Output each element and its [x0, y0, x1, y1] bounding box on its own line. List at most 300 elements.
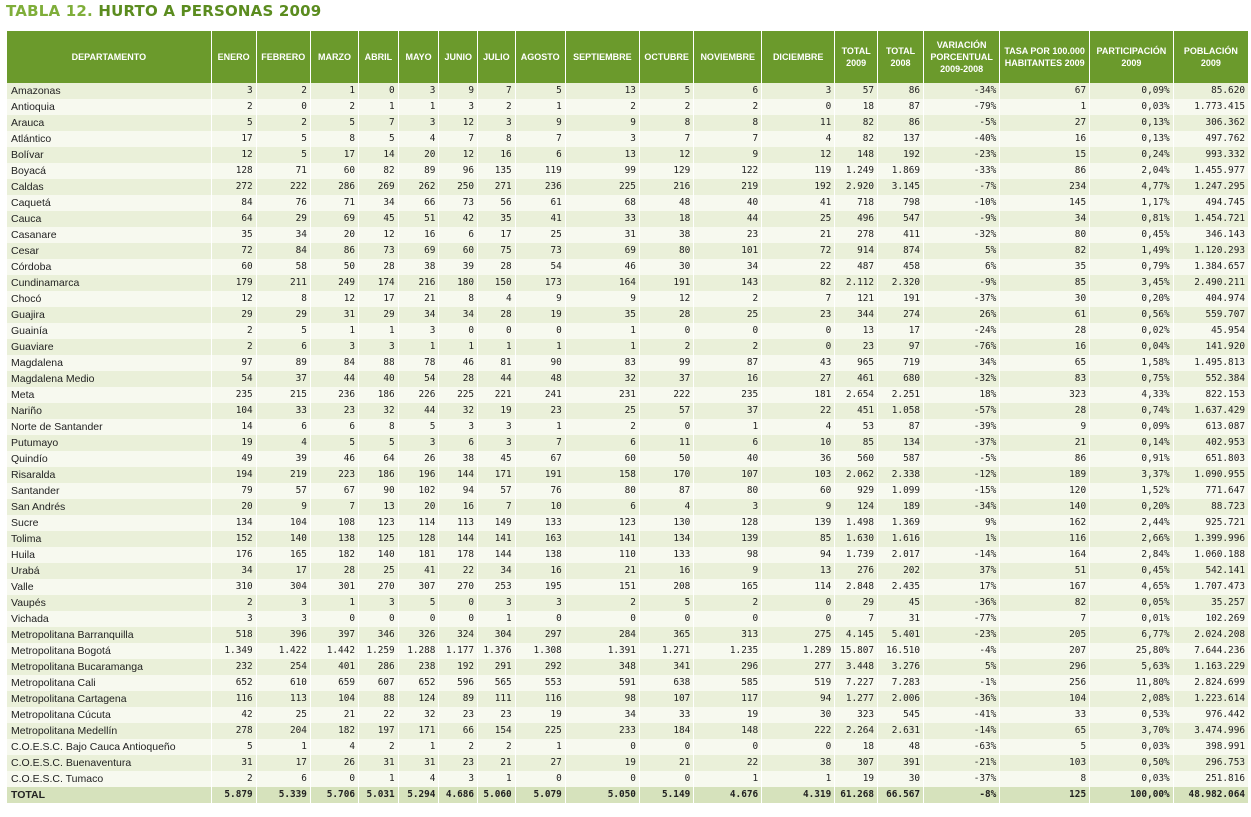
value-cell: 4	[256, 435, 310, 451]
value-cell: 487	[835, 259, 878, 275]
value-cell: 5.401	[878, 627, 924, 643]
value-cell: 1	[515, 99, 565, 115]
value-cell: 17	[310, 147, 358, 163]
value-cell: 3,70%	[1090, 723, 1174, 739]
value-cell: 134	[639, 531, 693, 547]
value-cell: 607	[359, 675, 399, 691]
value-cell: 13	[835, 323, 878, 339]
value-cell: 21	[565, 563, 639, 579]
value-cell: 45	[359, 211, 399, 227]
table-row	[7, 691, 1249, 707]
value-cell: 17	[256, 755, 310, 771]
column-header	[1000, 31, 1090, 83]
value-cell: 34	[256, 227, 310, 243]
column-header	[878, 31, 924, 83]
column-header-line: MAYO	[405, 52, 432, 62]
value-cell: 14	[359, 147, 399, 163]
value-cell: 5	[310, 435, 358, 451]
value-cell: 6	[515, 147, 565, 163]
value-cell: 29	[359, 307, 399, 323]
value-cell: 82	[359, 163, 399, 179]
value-cell: 1	[694, 771, 762, 787]
department-cell: Bolívar	[7, 147, 212, 163]
table-row	[7, 227, 1249, 243]
value-cell: 2.631	[878, 723, 924, 739]
value-cell: 0,53%	[1090, 707, 1174, 723]
value-cell: 35	[478, 211, 516, 227]
value-cell: 134	[211, 515, 256, 531]
value-cell: 993.332	[1173, 147, 1248, 163]
value-cell: 19	[515, 707, 565, 723]
value-cell: 275	[762, 627, 835, 643]
value-cell: 1	[478, 611, 516, 627]
value-cell: 2	[211, 339, 256, 355]
value-cell: 102.269	[1173, 611, 1248, 627]
value-cell: 11	[639, 435, 693, 451]
value-cell: 96	[439, 163, 478, 179]
table-row	[7, 243, 1249, 259]
department-cell: Caldas	[7, 179, 212, 195]
value-cell: 103	[762, 467, 835, 483]
value-cell: 194	[211, 467, 256, 483]
value-cell: 12	[439, 115, 478, 131]
value-cell: 296	[1000, 659, 1090, 675]
table-row	[7, 195, 1249, 211]
column-header-line: JULIO	[483, 52, 510, 62]
value-cell: 58	[256, 259, 310, 275]
value-cell: -24%	[924, 323, 1000, 339]
value-cell: 19	[515, 307, 565, 323]
value-cell: 20	[398, 147, 439, 163]
value-cell: 1.869	[878, 163, 924, 179]
value-cell: 7	[835, 611, 878, 627]
value-cell: 6	[694, 83, 762, 99]
value-cell: 1.288	[398, 643, 439, 659]
value-cell: 222	[762, 723, 835, 739]
value-cell: 238	[398, 659, 439, 675]
value-cell: 31	[878, 611, 924, 627]
value-cell: 7	[1000, 611, 1090, 627]
value-cell: 4.676	[694, 787, 762, 803]
column-header	[565, 31, 639, 83]
value-cell: 9	[565, 115, 639, 131]
value-cell: 0	[762, 323, 835, 339]
value-cell: 3.276	[878, 659, 924, 675]
value-cell: 7	[515, 435, 565, 451]
column-header-line: SEPTIEMBRE	[573, 52, 632, 62]
value-cell: 9	[762, 499, 835, 515]
value-cell: 211	[256, 275, 310, 291]
value-cell: 2	[439, 739, 478, 755]
value-cell: 31	[398, 755, 439, 771]
value-cell: 348	[565, 659, 639, 675]
value-cell: 1.773.415	[1173, 99, 1248, 115]
value-cell: 1.739	[835, 547, 878, 563]
value-cell: 133	[639, 547, 693, 563]
value-cell: 559.707	[1173, 307, 1248, 323]
value-cell: -14%	[924, 723, 1000, 739]
value-cell: 154	[478, 723, 516, 739]
value-cell: 11,80%	[1090, 675, 1174, 691]
value-cell: 30	[639, 259, 693, 275]
value-cell: 0	[639, 323, 693, 339]
value-cell: 40	[694, 195, 762, 211]
value-cell: 48	[639, 195, 693, 211]
value-cell: 129	[639, 163, 693, 179]
value-cell: 29	[256, 307, 310, 323]
value-cell: 104	[310, 691, 358, 707]
value-cell: 99	[565, 163, 639, 179]
value-cell: 144	[478, 547, 516, 563]
value-cell: 20	[310, 227, 358, 243]
value-cell: 5	[256, 131, 310, 147]
value-cell: 27	[1000, 115, 1090, 131]
value-cell: 262	[398, 179, 439, 195]
value-cell: 28	[310, 563, 358, 579]
value-cell: 1	[515, 419, 565, 435]
value-cell: -77%	[924, 611, 1000, 627]
value-cell: 97	[211, 355, 256, 371]
value-cell: 0	[515, 323, 565, 339]
value-cell: 5	[1000, 739, 1090, 755]
value-cell: 2	[565, 595, 639, 611]
column-header-line: JUNIO	[444, 52, 472, 62]
value-cell: -8%	[924, 787, 1000, 803]
value-cell: 3	[478, 435, 516, 451]
value-cell: 81	[478, 355, 516, 371]
value-cell: 3.474.996	[1173, 723, 1248, 739]
value-cell: 542.141	[1173, 563, 1248, 579]
value-cell: -10%	[924, 195, 1000, 211]
value-cell: 0	[762, 611, 835, 627]
value-cell: 291	[478, 659, 516, 675]
value-cell: 37	[256, 371, 310, 387]
table-row	[7, 291, 1249, 307]
value-cell: 0,20%	[1090, 291, 1174, 307]
value-cell: 135	[478, 163, 516, 179]
department-cell: Metropolitana Medellín	[7, 723, 212, 739]
table-row	[7, 563, 1249, 579]
value-cell: 5	[211, 739, 256, 755]
department-cell: Metropolitana Barranquilla	[7, 627, 212, 643]
value-cell: 41	[398, 563, 439, 579]
department-cell: Chocó	[7, 291, 212, 307]
value-cell: 253	[478, 579, 516, 595]
value-cell: 0	[694, 739, 762, 755]
value-cell: 186	[359, 387, 399, 403]
column-header-line: DEPARTAMENTO	[71, 52, 147, 62]
column-header	[694, 31, 762, 83]
value-cell: 222	[639, 387, 693, 403]
value-cell: 9	[565, 291, 639, 307]
value-cell: 80	[639, 243, 693, 259]
value-cell: 145	[1000, 195, 1090, 211]
value-cell: 1.223.614	[1173, 691, 1248, 707]
value-cell: 165	[694, 579, 762, 595]
value-cell: 8	[310, 131, 358, 147]
value-cell: 130	[639, 515, 693, 531]
value-cell: 120	[1000, 483, 1090, 499]
value-cell: 1.442	[310, 643, 358, 659]
value-cell: 163	[515, 531, 565, 547]
value-cell: -63%	[924, 739, 1000, 755]
value-cell: 143	[694, 275, 762, 291]
table-row	[7, 723, 1249, 739]
value-cell: 5.879	[211, 787, 256, 803]
department-cell: Metropolitana Cartagena	[7, 691, 212, 707]
value-cell: 545	[878, 707, 924, 723]
table-row	[7, 355, 1249, 371]
value-cell: 1.495.813	[1173, 355, 1248, 371]
value-cell: 148	[835, 147, 878, 163]
column-header-line: 2009	[1121, 58, 1142, 68]
table-row	[7, 579, 1249, 595]
department-cell: Valle	[7, 579, 212, 595]
value-cell: 553	[515, 675, 565, 691]
table-row	[7, 211, 1249, 227]
value-cell: 7.283	[878, 675, 924, 691]
value-cell: 78	[398, 355, 439, 371]
table-row	[7, 163, 1249, 179]
value-cell: 323	[835, 707, 878, 723]
value-cell: 1	[694, 419, 762, 435]
value-cell: 44	[478, 371, 516, 387]
value-cell: 2.264	[835, 723, 878, 739]
value-cell: 31	[310, 307, 358, 323]
value-cell: 34%	[924, 355, 1000, 371]
value-cell: 1	[439, 339, 478, 355]
value-cell: 216	[398, 275, 439, 291]
value-cell: 45	[478, 451, 516, 467]
value-cell: 162	[1000, 515, 1090, 531]
value-cell: 8	[256, 291, 310, 307]
value-cell: 8	[478, 131, 516, 147]
value-cell: 587	[878, 451, 924, 467]
table-row	[7, 83, 1249, 99]
value-cell: 0,03%	[1090, 739, 1174, 755]
value-cell: 0	[762, 595, 835, 611]
value-cell: 57	[835, 83, 878, 99]
value-cell: 2.824.699	[1173, 675, 1248, 691]
value-cell: 60	[310, 163, 358, 179]
value-cell: 48.982.064	[1173, 787, 1248, 803]
value-cell: 398.991	[1173, 739, 1248, 755]
value-cell: 0,91%	[1090, 451, 1174, 467]
value-cell: 71	[310, 195, 358, 211]
value-cell: 35.257	[1173, 595, 1248, 611]
value-cell: 451	[835, 403, 878, 419]
value-cell: 5.050	[565, 787, 639, 803]
value-cell: 32	[398, 707, 439, 723]
value-cell: 236	[515, 179, 565, 195]
table-row	[7, 643, 1249, 659]
department-cell: Casanare	[7, 227, 212, 243]
value-cell: 284	[565, 627, 639, 643]
value-cell: 79	[211, 483, 256, 499]
value-cell: 195	[515, 579, 565, 595]
value-cell: 1.454.721	[1173, 211, 1248, 227]
value-cell: 108	[310, 515, 358, 531]
column-header-line: TOTAL	[841, 46, 871, 56]
value-cell: 4,77%	[1090, 179, 1174, 195]
column-header	[1090, 31, 1174, 83]
value-cell: 73	[439, 195, 478, 211]
value-cell: 1	[359, 99, 399, 115]
value-cell: 84	[211, 195, 256, 211]
value-cell: 0,04%	[1090, 339, 1174, 355]
value-cell: 3,45%	[1090, 275, 1174, 291]
value-cell: 3	[359, 595, 399, 611]
value-cell: 0,20%	[1090, 499, 1174, 515]
value-cell: 30	[1000, 291, 1090, 307]
value-cell: 51	[398, 211, 439, 227]
value-cell: 133	[515, 515, 565, 531]
department-cell: Meta	[7, 387, 212, 403]
value-cell: 82	[835, 131, 878, 147]
value-cell: 396	[256, 627, 310, 643]
value-cell: 12	[762, 147, 835, 163]
table-row	[7, 531, 1249, 547]
value-cell: 16.510	[878, 643, 924, 659]
value-cell: 13	[565, 83, 639, 99]
value-cell: 5.294	[398, 787, 439, 803]
value-cell: 144	[439, 531, 478, 547]
value-cell: 231	[565, 387, 639, 403]
value-cell: 21	[639, 755, 693, 771]
department-cell: C.O.E.S.C. Buenaventura	[7, 755, 212, 771]
value-cell: 458	[878, 259, 924, 275]
value-cell: 42	[211, 707, 256, 723]
value-cell: 23	[478, 707, 516, 723]
value-cell: 50	[310, 259, 358, 275]
value-cell: 2	[639, 99, 693, 115]
column-header-line: NOVIEMBRE	[700, 52, 755, 62]
value-cell: 1	[310, 595, 358, 611]
value-cell: 30	[762, 707, 835, 723]
value-cell: 7	[478, 83, 516, 99]
value-cell: 3	[762, 83, 835, 99]
value-cell: 1.235	[694, 643, 762, 659]
value-cell: 1.376	[478, 643, 516, 659]
value-cell: 191	[515, 467, 565, 483]
value-cell: 107	[694, 467, 762, 483]
department-cell: Putumayo	[7, 435, 212, 451]
value-cell: 547	[878, 211, 924, 227]
value-cell: 5%	[924, 659, 1000, 675]
value-cell: 31	[359, 755, 399, 771]
value-cell: 976.442	[1173, 707, 1248, 723]
value-cell: 80	[1000, 227, 1090, 243]
column-header-line: AGOSTO	[520, 52, 560, 62]
value-cell: 0	[359, 83, 399, 99]
value-cell: 552.384	[1173, 371, 1248, 387]
value-cell: 20	[398, 499, 439, 515]
value-cell: 4	[762, 419, 835, 435]
value-cell: 15.807	[835, 643, 878, 659]
value-cell: 4	[762, 131, 835, 147]
column-header	[835, 31, 878, 83]
value-cell: 2.112	[835, 275, 878, 291]
value-cell: 82	[762, 275, 835, 291]
value-cell: 122	[694, 163, 762, 179]
value-cell: 1	[359, 771, 399, 787]
value-cell: 1,17%	[1090, 195, 1174, 211]
department-cell: C.O.E.S.C. Bajo Cauca Antioqueño	[7, 739, 212, 755]
value-cell: 140	[256, 531, 310, 547]
value-cell: -40%	[924, 131, 1000, 147]
value-cell: 88	[359, 355, 399, 371]
value-cell: 164	[1000, 547, 1090, 563]
value-cell: -14%	[924, 547, 1000, 563]
value-cell: 12	[439, 147, 478, 163]
value-cell: 102	[398, 483, 439, 499]
value-cell: 296	[694, 659, 762, 675]
value-cell: 167	[1000, 579, 1090, 595]
value-cell: 86	[1000, 451, 1090, 467]
department-cell: Santander	[7, 483, 212, 499]
value-cell: 461	[835, 371, 878, 387]
value-cell: 1.060.188	[1173, 547, 1248, 563]
value-cell: 148	[694, 723, 762, 739]
theft-table	[6, 31, 1249, 803]
value-cell: 1.391	[565, 643, 639, 659]
value-cell: 5.339	[256, 787, 310, 803]
value-cell: 236	[310, 387, 358, 403]
value-cell: 0	[639, 419, 693, 435]
value-cell: 12	[211, 147, 256, 163]
value-cell: 1.455.977	[1173, 163, 1248, 179]
department-cell: Boyacá	[7, 163, 212, 179]
value-cell: 1.277	[835, 691, 878, 707]
value-cell: 196	[398, 467, 439, 483]
value-cell: 114	[398, 515, 439, 531]
value-cell: 38	[398, 259, 439, 275]
department-cell: Nariño	[7, 403, 212, 419]
value-cell: 276	[835, 563, 878, 579]
value-cell: 207	[1000, 643, 1090, 659]
value-cell: 9	[1000, 419, 1090, 435]
value-cell: 83	[1000, 371, 1090, 387]
value-cell: 94	[762, 691, 835, 707]
value-cell: 3,37%	[1090, 467, 1174, 483]
value-cell: 5	[256, 323, 310, 339]
value-cell: 17	[359, 291, 399, 307]
value-cell: 0	[439, 595, 478, 611]
value-cell: 344	[835, 307, 878, 323]
value-cell: 18	[835, 99, 878, 115]
value-cell: 0	[515, 771, 565, 787]
department-cell: Metropolitana Cali	[7, 675, 212, 691]
value-cell: 36	[762, 451, 835, 467]
value-cell: 270	[359, 579, 399, 595]
value-cell: 404.974	[1173, 291, 1248, 307]
value-cell: 7	[310, 499, 358, 515]
value-cell: 34	[211, 563, 256, 579]
value-cell: 86	[878, 83, 924, 99]
value-cell: 310	[211, 579, 256, 595]
value-cell: 771.647	[1173, 483, 1248, 499]
value-cell: 57	[639, 403, 693, 419]
value-cell: 57	[478, 483, 516, 499]
value-cell: 3	[310, 339, 358, 355]
department-cell: Norte de Santander	[7, 419, 212, 435]
value-cell: 39	[439, 259, 478, 275]
value-cell: 48	[878, 739, 924, 755]
value-cell: 1.289	[762, 643, 835, 659]
value-cell: 165	[256, 547, 310, 563]
value-cell: 67	[515, 451, 565, 467]
value-cell: 652	[211, 675, 256, 691]
